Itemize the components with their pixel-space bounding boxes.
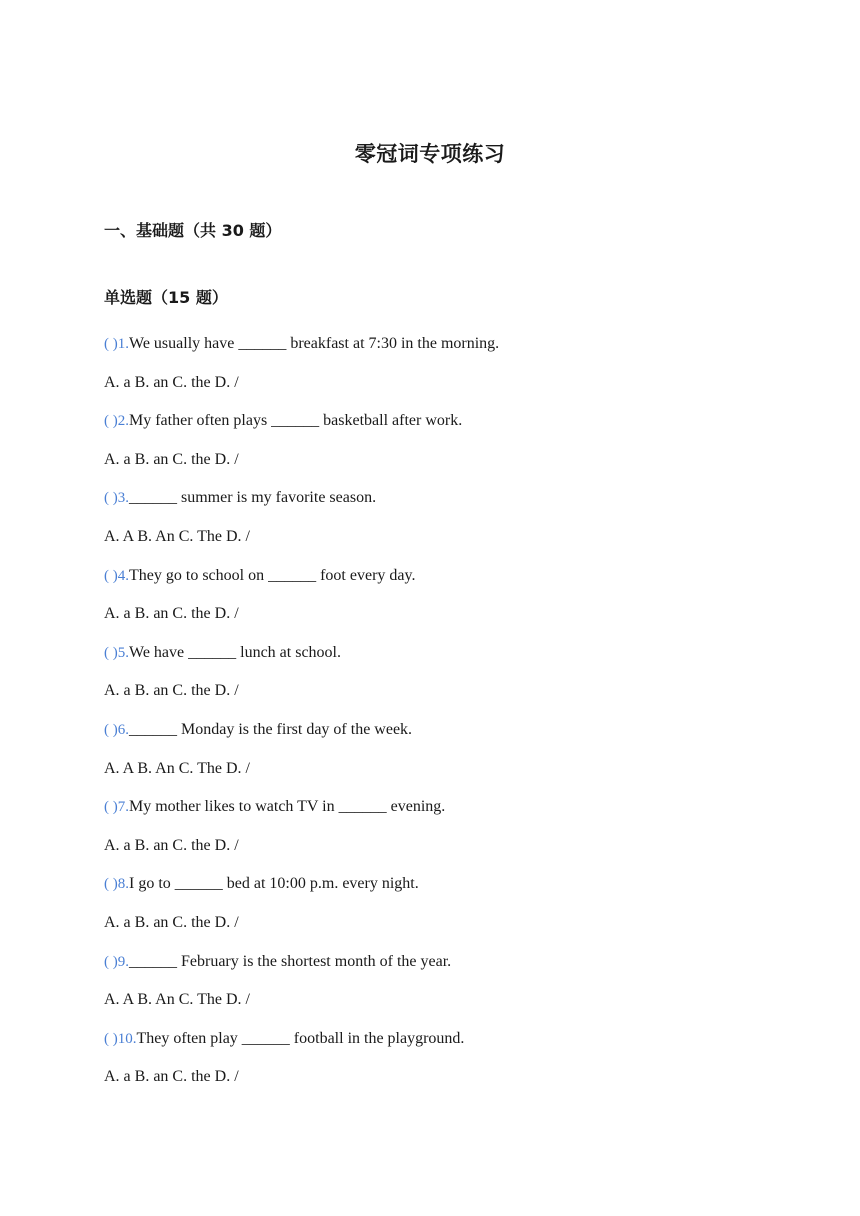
question-text: ______ Monday is the first day of the week. xyxy=(129,720,413,738)
question-line xyxy=(104,409,804,448)
question-line xyxy=(104,641,804,680)
question-text: My mother likes to watch TV in ______ evening. xyxy=(129,798,446,816)
answer-bracket: ( ) xyxy=(104,336,118,352)
question-number: 2. xyxy=(117,413,129,430)
question-text: They often play ______ football in the playground. xyxy=(136,1029,465,1047)
question-text: My father often plays ______ basketball after work. xyxy=(129,412,463,430)
question-number: 8. xyxy=(117,876,129,893)
answer-bracket: ( ) xyxy=(104,567,118,584)
question-text: We usually have ______ breakfast at 7:30 in the morning. xyxy=(129,335,500,352)
question-number: 5. xyxy=(117,644,129,661)
question-text: They go to school on ______ foot every day. xyxy=(129,566,416,584)
question-text: I go to ______ bed at 10:00 p.m. every night. xyxy=(129,875,419,893)
question-line xyxy=(104,872,804,911)
question-options: A. A B. An C. The D. / xyxy=(104,759,250,777)
question-options: A. a B. an C. the D. / xyxy=(104,605,239,623)
question-line xyxy=(104,564,804,603)
question-line xyxy=(104,718,804,757)
question-text: We have ______ lunch at school. xyxy=(129,643,341,661)
page-title: 零冠词专项练习 xyxy=(354,142,506,166)
question-line xyxy=(104,332,804,371)
question-text: ______ summer is my favorite season. xyxy=(129,489,377,507)
answer-bracket: ( ) xyxy=(104,953,118,970)
question-options: A. a B. an C. the D. / xyxy=(104,450,239,468)
question-number: 3. xyxy=(117,490,129,507)
question-options: A. a B. an C. the D. / xyxy=(104,913,239,931)
question-number: 9. xyxy=(117,953,129,970)
answer-bracket: ( ) xyxy=(104,644,118,661)
question-text: ______ February is the shortest month of the year. xyxy=(129,952,452,970)
question-number: 4. xyxy=(117,567,129,584)
subsection-heading: 单选题（15 题） xyxy=(104,288,228,307)
answer-bracket: ( ) xyxy=(104,876,118,893)
question-line xyxy=(104,1027,804,1066)
answer-bracket: ( ) xyxy=(104,799,118,816)
answer-bracket: ( ) xyxy=(104,1030,118,1047)
question-options: A. A B. An C. The D. / xyxy=(104,527,250,545)
question-line xyxy=(104,486,804,525)
question-options: A. a B. an C. the D. / xyxy=(104,373,239,391)
question-number: 10. xyxy=(117,1030,137,1047)
answer-bracket: ( ) xyxy=(104,490,118,507)
question-line xyxy=(104,795,804,834)
question-options: A. a B. an C. the D. / xyxy=(104,1068,239,1086)
question-options: A. a B. an C. the D. / xyxy=(104,836,239,854)
question-number: 7. xyxy=(117,799,129,816)
section-heading: 一、基础题（共 30 题） xyxy=(104,221,282,240)
question-options: A. A B. An C. The D. / xyxy=(104,991,250,1009)
question-list xyxy=(104,332,804,1104)
answer-bracket: ( ) xyxy=(104,721,118,738)
question-line xyxy=(104,950,804,989)
question-number: 1. xyxy=(117,336,129,352)
answer-bracket: ( ) xyxy=(104,413,118,430)
question-number: 6. xyxy=(117,721,129,738)
question-options: A. a B. an C. the D. / xyxy=(104,682,239,700)
